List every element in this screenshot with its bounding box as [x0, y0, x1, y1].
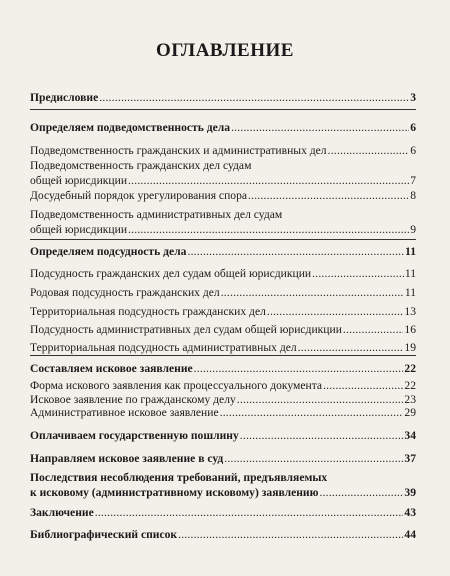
toc-entry-consequences[interactable]: [30, 470, 416, 500]
dot-leader: [178, 527, 403, 542]
toc-entry-label: Административное исковое заявление: [30, 406, 219, 419]
dot-leader: [224, 451, 403, 466]
toc-entry-jurisdiction[interactable]: [30, 120, 416, 135]
dot-leader: [240, 428, 404, 443]
dot-leader: [187, 244, 404, 259]
toc-entry[interactable]: [30, 266, 416, 281]
toc-entry-page: 19: [404, 341, 416, 354]
toc-entry-page: 22: [404, 362, 416, 375]
toc-entry-page: 39: [404, 486, 416, 499]
toc-entry-label-line2: общей юрисдикции: [30, 223, 128, 236]
toc-entry-label: Заключение: [30, 506, 94, 519]
toc-entry-page: 37: [404, 452, 416, 465]
toc-entry[interactable]: [30, 285, 416, 300]
toc-entry-page: 11: [404, 286, 416, 299]
dot-leader: [343, 322, 404, 337]
toc-entry[interactable]: [30, 207, 416, 237]
toc-entry-page: 3: [410, 91, 416, 104]
toc-entry-label-line2: к исковому (административному исковому) заявлению: [30, 486, 319, 499]
dot-leader: [221, 285, 404, 300]
toc-entry-bibliography[interactable]: [30, 527, 416, 542]
dot-leader: [312, 266, 404, 281]
toc-entry-label: Предисловие: [30, 91, 99, 104]
toc-entry-page: 11: [405, 245, 416, 258]
toc-entry-label-line1: Подведомственность административных дел судам: [30, 208, 283, 221]
dot-leader: [231, 120, 409, 135]
toc-entry-label: Подведомственность гражданских и административных дел: [30, 144, 327, 157]
toc-entry-label: Территориальная подсудность гражданских дел: [30, 305, 266, 318]
dot-leader: [220, 405, 404, 420]
toc-entry-label: Досудебный порядок урегулирования спора: [30, 189, 248, 202]
toc-entry-preface[interactable]: [30, 90, 416, 105]
dot-leader: [319, 485, 403, 500]
toc-entry-fee[interactable]: [30, 428, 416, 443]
toc-entry-page: 9: [410, 223, 416, 236]
toc-entry-label-line2: общей юрисдикции: [30, 174, 128, 187]
dot-leader: [328, 143, 410, 158]
toc-entry-conclusion[interactable]: [30, 505, 416, 520]
toc-entry-label: Определяем подсудность дела: [30, 245, 187, 258]
dot-leader: [194, 361, 404, 376]
toc-entry-label-line1: Последствия несоблюдения требований, предъявляемых: [30, 471, 328, 484]
dot-leader: [323, 378, 403, 393]
toc-entry-label: Исковое заявление по гражданскому делу: [30, 393, 236, 406]
toc-entry-label: Направляем исковое заявление в суд: [30, 452, 224, 465]
toc-entry-label: Форма искового заявления как процессуального документа: [30, 379, 323, 392]
toc-entry-label-line1: Подведомственность гражданских дел судам: [30, 159, 252, 172]
section-divider: [30, 109, 416, 110]
toc-entry-label: Определяем подведомственность дела: [30, 121, 231, 134]
toc-entry[interactable]: [30, 188, 416, 203]
toc-entry-page: 44: [404, 528, 416, 541]
toc-entry-page: 6: [410, 144, 416, 157]
section-divider: [30, 239, 416, 240]
toc-entry-label: Родовая подсудность гражданских дел: [30, 286, 220, 299]
toc-entry-page: 34: [404, 429, 416, 442]
dot-leader: [95, 505, 404, 520]
toc-entry-label: Составляем исковое заявление: [30, 362, 193, 375]
dot-leader: [248, 188, 409, 203]
toc-entry-venue[interactable]: [30, 244, 416, 259]
toc-entry[interactable]: [30, 378, 416, 393]
toc-entry[interactable]: [30, 158, 416, 188]
dot-leader: [128, 222, 409, 237]
toc-entry-page: 16: [404, 323, 416, 336]
toc-entry-page: 7: [410, 174, 416, 187]
toc-entry-label: Библиографический список: [30, 528, 178, 541]
toc-entry-page: 11: [404, 267, 416, 280]
toc-entry-page: 23: [404, 393, 416, 406]
toc-entry-page: 13: [404, 305, 416, 318]
dot-leader: [99, 90, 409, 105]
section-divider: [30, 355, 416, 356]
toc-entry[interactable]: [30, 322, 416, 337]
toc-entry-page: 8: [410, 189, 416, 202]
toc-entry-page: 6: [410, 121, 416, 134]
toc-entry-page: 29: [404, 406, 416, 419]
toc-entry-submit[interactable]: [30, 451, 416, 466]
toc-entry-page: 22: [404, 379, 416, 392]
toc-entry-claim[interactable]: [30, 361, 416, 376]
toc-entry-label: Территориальная подсудность административных дел: [30, 341, 297, 354]
toc-entry[interactable]: [30, 143, 416, 158]
toc-entry-page: 43: [404, 506, 416, 519]
dot-leader: [267, 304, 404, 319]
toc-entry[interactable]: [30, 405, 416, 420]
toc-entry-label: Подсудность административных дел судам общей юрисдикции: [30, 323, 342, 336]
toc-entry[interactable]: [30, 304, 416, 319]
toc-entry[interactable]: [30, 340, 416, 355]
toc-entry-label: Подсудность гражданских дел судам общей юрисдикции: [30, 267, 312, 280]
toc-entry-label: Оплачиваем государственную пошлину: [30, 429, 239, 442]
page-title: ОГЛАВЛЕНИЕ: [156, 40, 294, 61]
dot-leader: [128, 173, 409, 188]
dot-leader: [298, 340, 404, 355]
